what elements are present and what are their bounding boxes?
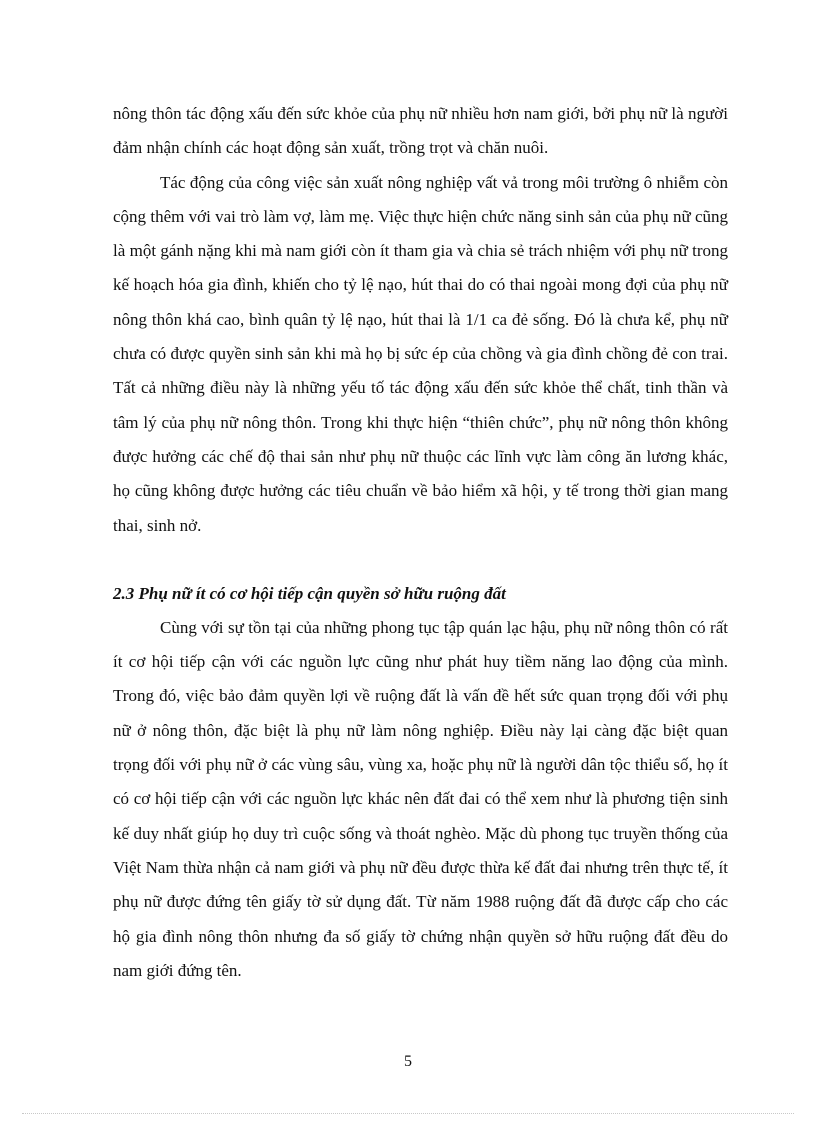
section-spacer [113, 543, 728, 577]
paragraph-continuation: nông thôn tác động xấu đến sức khỏe của phụ nữ nhiều hơn nam giới, bởi phụ nữ là người đảm nhận chính các hoạt động sản xuất, trồng trọt và chăn nuôi. [113, 104, 728, 158]
page-number: 5 [404, 1053, 412, 1070]
paragraph-land-rights: Cùng với sự tồn tại của những phong tục tập quán lạc hậu, phụ nữ nông thôn có rất ít cơ hội tiếp cận với các nguồn lực cũng như phát huy tiềm năng lao động của mình. Trong đó, việc bảo đảm quyền lợi về ruộng đất là vấn đề hết sức quan trọng đối với phụ nữ ở nông thôn, đặc biệt là phụ nữ làm nông nghiệp. Điều này lại càng đặc biệt quan trọng đối với phụ nữ ở các vùng sâu, vùng xa, hoặc phụ nữ là người dân tộc thiểu số, họ ít có cơ hội tiếp cận với các nguồn lực khác nên đất đai có thể xem như là phương tiện sinh kế duy nhất giúp họ duy trì cuộc sống và thoát nghèo. Mặc dù phong tục truyền thống của Việt Nam thừa nhận cả nam giới và phụ nữ đều được thừa kế đất đai nhưng trên thực tế, ít phụ nữ được đứng tên giấy tờ sử dụng đất. Từ năm 1988 ruộng đất đã được cấp cho các hộ gia đình nông thôn nhưng đa số giấy tờ chứng nhận quyền sở hữu ruộng đất đều do nam giới đứng tên. [113, 617, 728, 980]
page-break-line [22, 1113, 794, 1114]
page-body [113, 97, 728, 988]
section-heading: 2.3 Phụ nữ ít có cơ hội tiếp cận quyền sở hữu ruộng đất [113, 583, 506, 603]
paragraph-work-impact: Tác động của công việc sản xuất nông nghiệp vất vả trong môi trường ô nhiễm còn cộng thêm với vai trò làm vợ, làm mẹ. Việc thực hiện chức năng sinh sản của phụ nữ cũng là một gánh nặng khi mà nam giới còn ít tham gia và chia sẻ trách nhiệm với phụ nữ trong kế hoạch hóa gia đình, khiến cho tỷ lệ nạo, hút thai do có thai ngoài mong đợi của phụ nữ nông thôn khá cao, bình quân tỷ lệ nạo, hút thai là 1/1 ca đẻ sống. Đó là chưa kể, phụ nữ chưa có được quyền sinh sản khi mà họ bị sức ép của chồng và gia đình chồng đẻ con trai. Tất cả những điều này là những yếu tố tác động xấu đến sức khỏe thể chất, tinh thần và tâm lý của phụ nữ nông thôn. Trong khi thực hiện “thiên chức”, phụ nữ nông thôn không được hưởng các chế độ thai sản như phụ nữ thuộc các lĩnh vực làm công ăn lương khác, họ cũng không được hưởng các tiêu chuẩn về bảo hiểm xã hội, y tế trong thời gian mang thai, sinh nở. [113, 172, 728, 535]
